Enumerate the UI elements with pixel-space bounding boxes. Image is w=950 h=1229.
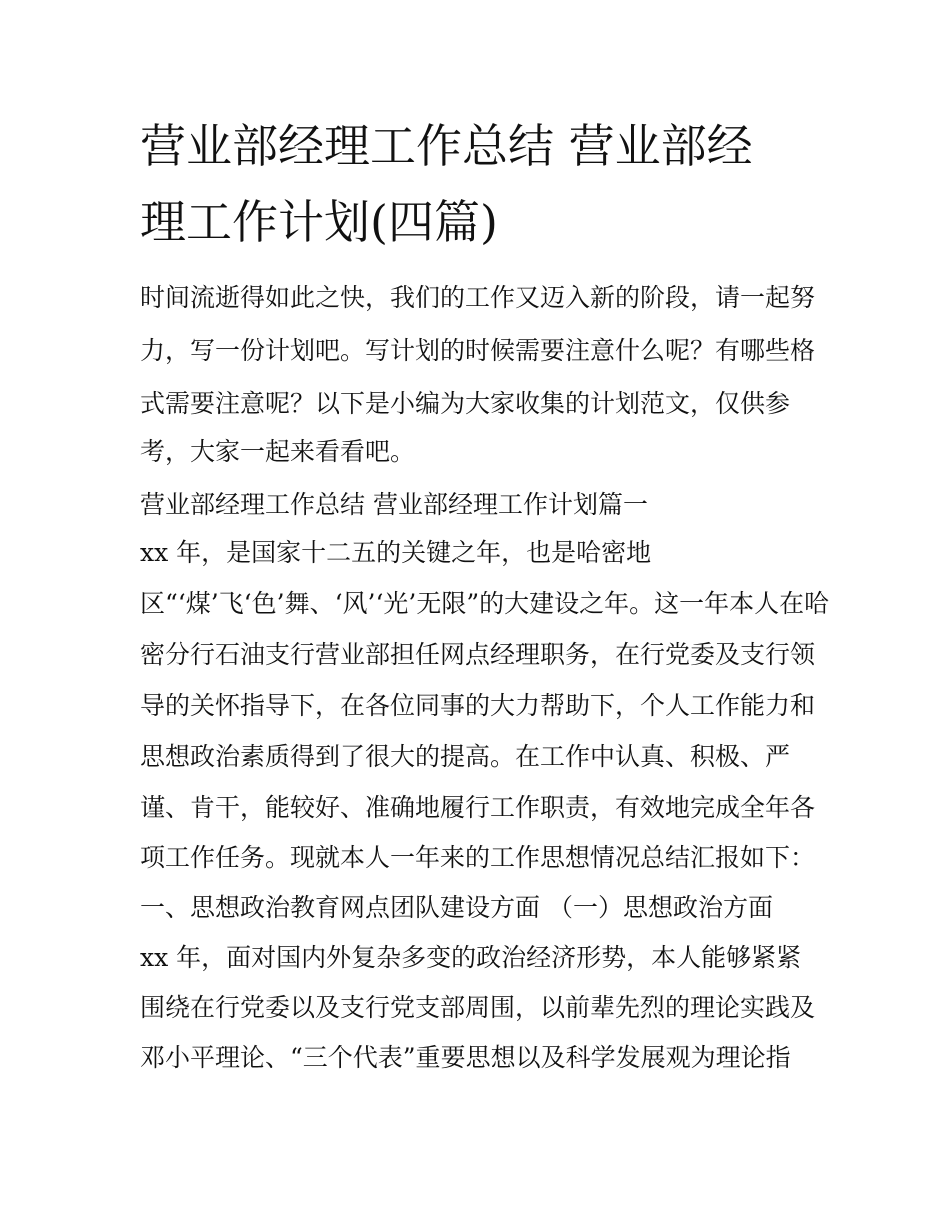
document-title-line-1: 营业部经理工作总结 营业部经 [140, 119, 753, 173]
paragraph-line-7: 密分行石油支行营业部担任网点经理职务，在行党委及支行领 [140, 640, 816, 669]
paragraph-line-8: 导的关怀指导下，在各位同事的大力帮助下，个人工作能力和 [140, 691, 816, 720]
document-title-line-2: 理工作计划(四篇) [140, 195, 498, 249]
paragraph-line-1: 时间流逝得如此之快，我们的工作又迈入新的阶段，请一起努 [140, 283, 816, 312]
paragraph-line-4: 考，大家一起来看看吧。 [140, 437, 416, 466]
paragraph-line-14: 邓小平理论、“三个代表”重要思想以及科学发展观为理论指 [140, 1043, 791, 1072]
paragraph-line-5: xx 年，是国家十二五的关键之年，也是哈密地 [140, 538, 652, 567]
paragraph-line-6: 区“‘煤’飞‘色’舞、‘风’‘光’无限”的大建设之年。这一年本人在哈 [140, 589, 830, 618]
paragraph-line-2: 力，写一份计划吧。写计划的时候需要注意什么呢？有哪些格 [140, 336, 816, 365]
paragraph-line-13: 围绕在行党委以及支行党支部周围，以前辈先烈的理论实践及 [140, 993, 816, 1022]
paragraph-line-11: 项工作任务。现就本人一年来的工作思想情况总结汇报如下： [140, 843, 816, 872]
paragraph-line-10: 谨、肯干，能较好、准确地履行工作职责，有效地完成全年各 [140, 793, 816, 822]
paragraph-line-3: 式需要注意呢？以下是小编为大家收集的计划范文，仅供参 [140, 389, 791, 418]
paragraph-line-9: 思想政治素质得到了很大的提高。在工作中认真、积极、严 [140, 742, 791, 771]
subsection-heading: 一、思想政治教育网点团队建设方面 （一）思想政治方面 [140, 893, 773, 922]
paragraph-line-12: xx 年，面对国内外复杂多变的政治经济形势，本人能够紧紧 [140, 943, 802, 972]
section-heading: 营业部经理工作总结 营业部经理工作计划篇一 [140, 490, 648, 519]
